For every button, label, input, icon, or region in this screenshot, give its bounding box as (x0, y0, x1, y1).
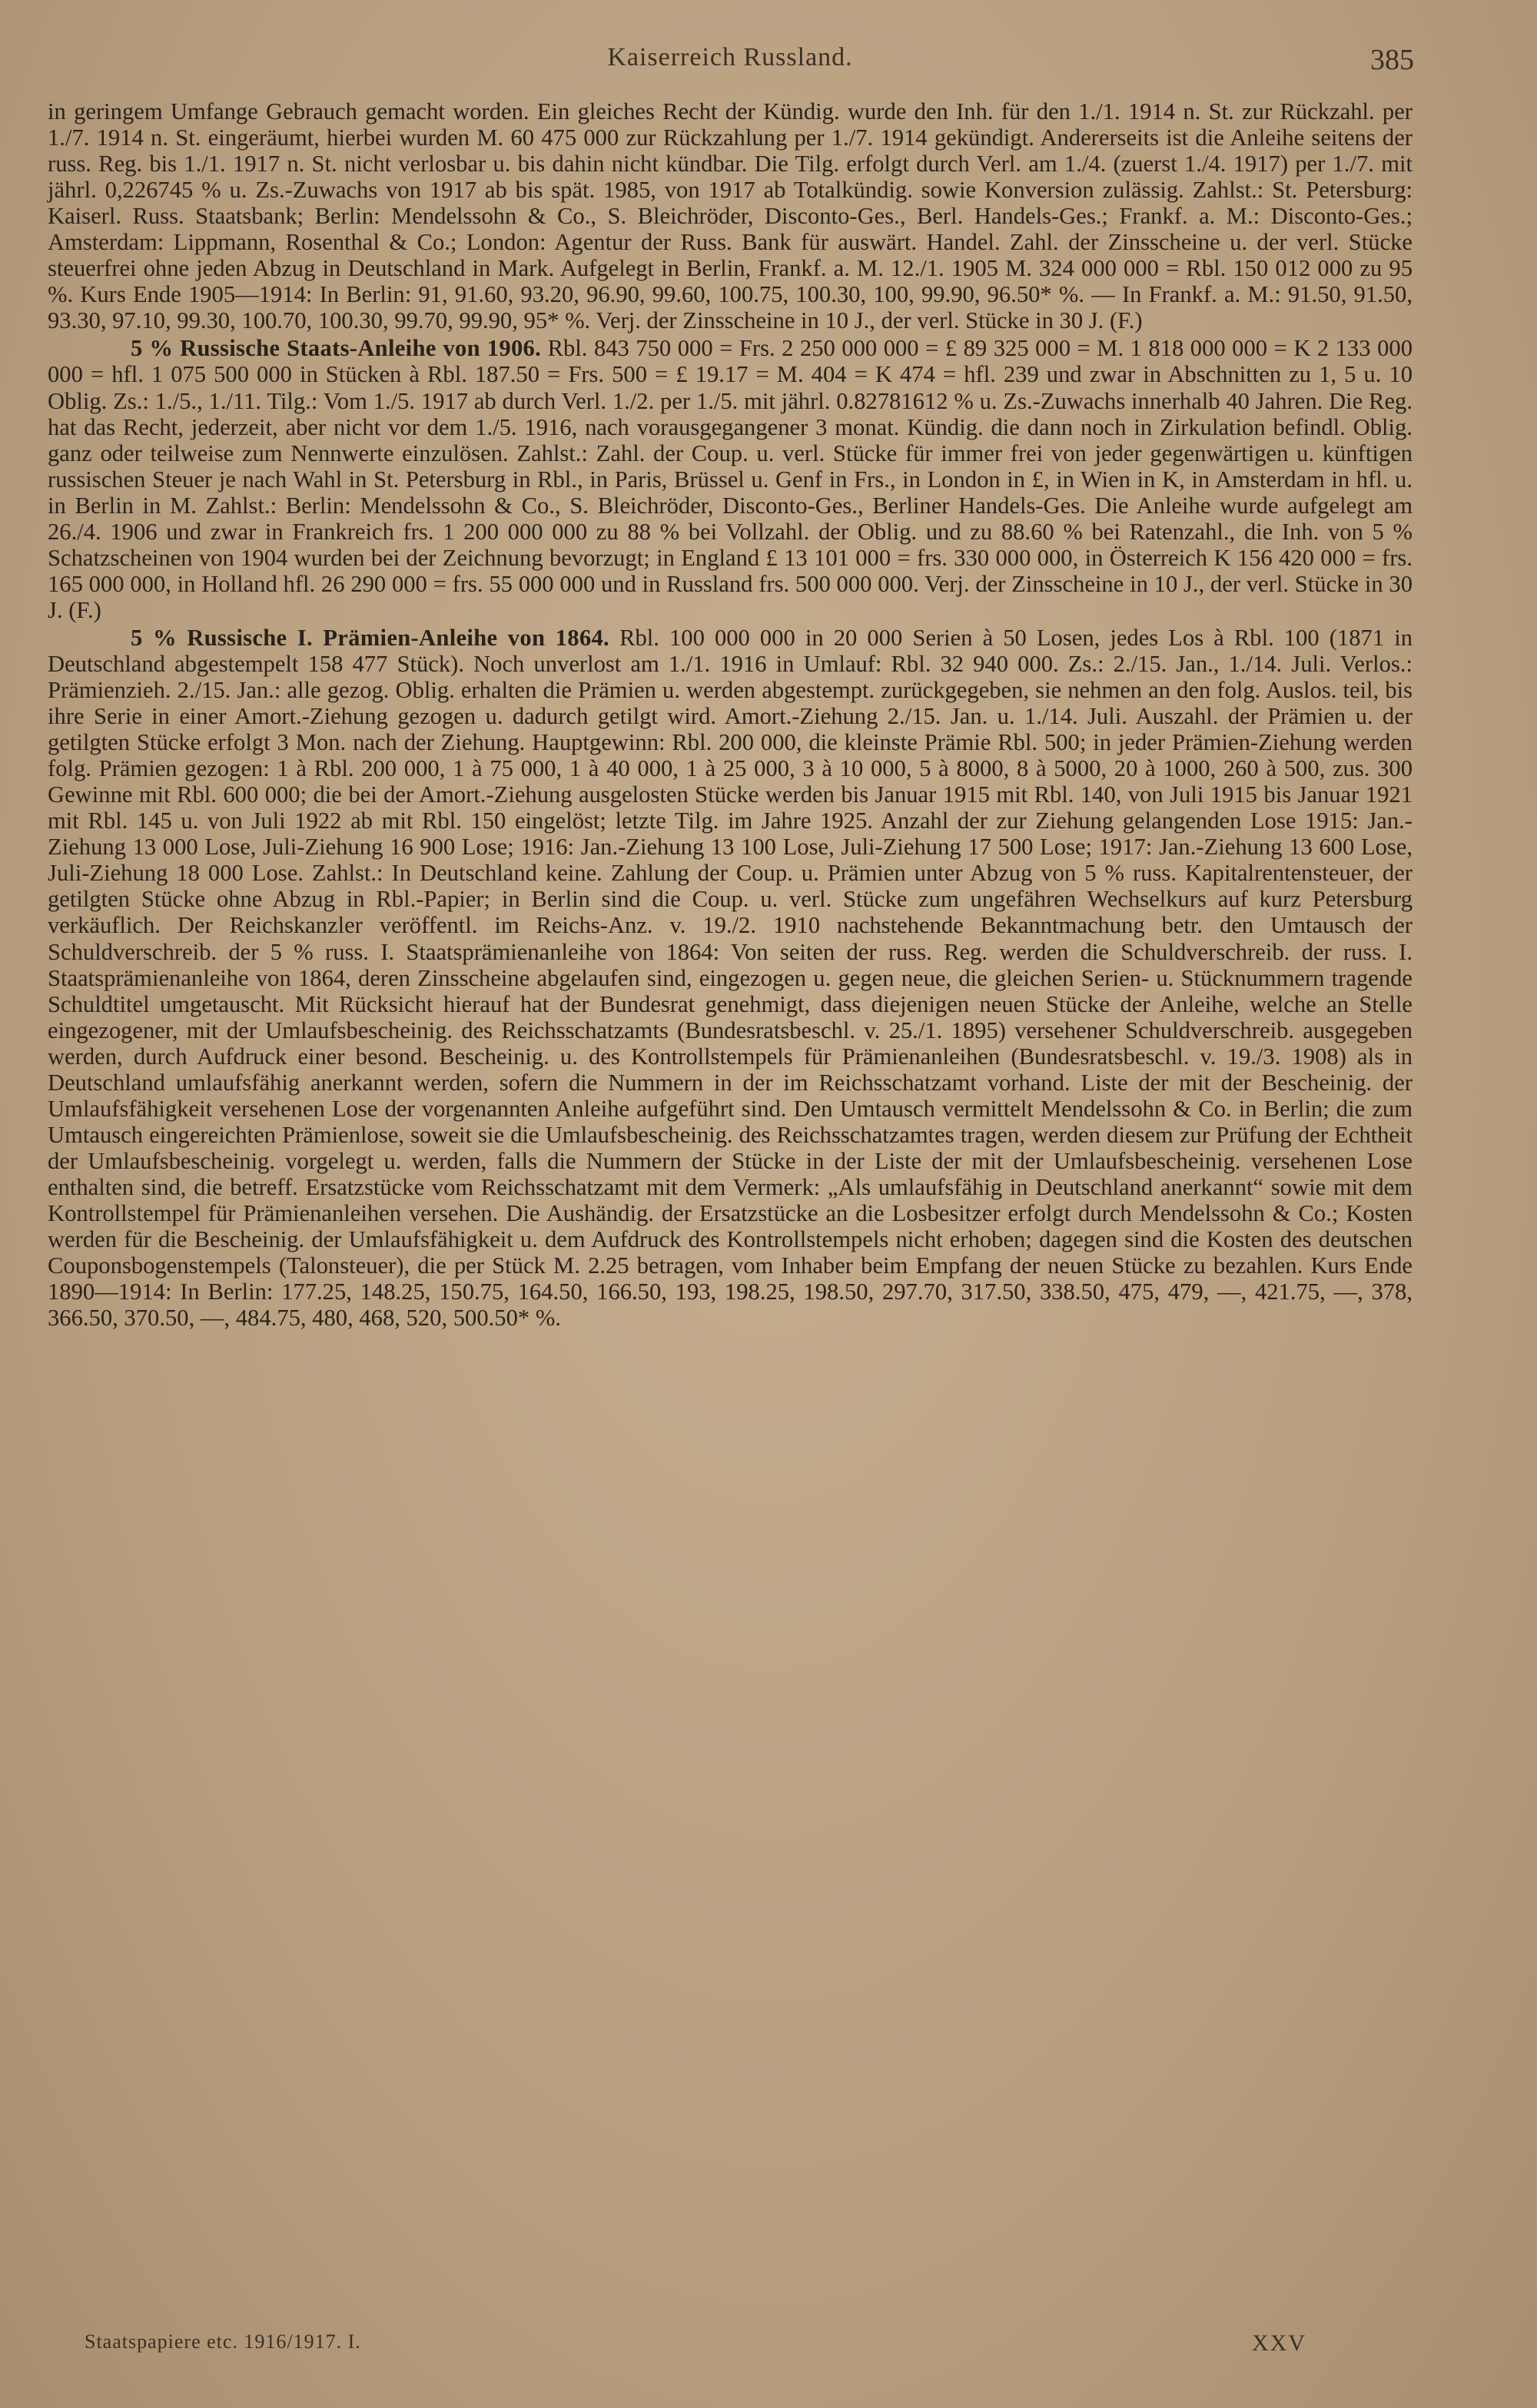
page-number: 385 (1370, 44, 1414, 76)
paragraph-praemien-anleihe-1864 (48, 625, 1413, 1331)
section-heading: 5 % Russische Staats-Anleihe von 1906. (131, 335, 542, 362)
section-text: Rbl. 100 000 000 in 20 000 Serien à 50 Losen, jedes Los à Rbl. 100 (1871 in Deutschland abgestempelt 158 477 Stück). Noch unverlost am 1./1. 1916 in Umlauf: Rbl. 32 940 000. Zs.: 2./15. Jan., 1./14. Juli. Verlos.: Prämienzieh. 2./15. Jan.: alle gezog. Oblig. erhalten die Prämien u. werden abgestempt. zurückgegeben, sie nehmen an den folg. Auslos. teil, bis ihre Serie in einer Amort.-Ziehung gezogen u. dadurch getilgt wird. Amort.-Ziehung 2./15. Jan. u. 1./14. Juli. Auszahl. der Prämien u. der getilgten Stücke erfolgt 3 Mon. nach der Ziehung. Hauptgewinn: Rbl. 200 000, die kleinste Prämie Rbl. 500; in jeder Prämien-Ziehung werden folg. Prämien gezogen: 1 à Rbl. 200 000, 1 à 75 000, 1 à 40 000, 1 à 25 000, 3 à 10 000, 5 à 8000, 8 à 5000, 20 à 1000, 260 à 500, zus. 300 Gewinne mit Rbl. 600 000; die bei der Amort.-Ziehung ausgelosten Stücke werden bis Januar 1915 mit Rbl. 140, von Juli 1915 bis Januar 1921 mit Rbl. 145 u. von Juli 1922 ab mit Rbl. 150 eingelöst; letzte Tilg. im Jahre 1925. Anzahl der zur Ziehung gelangenden Lose 1915: Jan.-Ziehung 13 000 Lose, Juli-Ziehung 16 900 Lose; 1916: Jan.-Ziehung 13 100 Lose, Juli-Ziehung 17 500 Lose; 1917: Jan.-Ziehung 13 600 Lose, Juli-Ziehung 18 000 Lose. Zahlst.: In Deutschland keine. Zahlung der Coup. u. Prämien unter Abzug von 5 % russ. Kapitalrentensteuer, der getilgten Stücke ohne Abzug in Rbl.-Papier; in Berlin sind die Coup. u. verl. Stücke zum ungefähren Wechselkurs auf kurz Petersburg verkäuflich. Der Reichskanzler veröffentl. im Reichs-Anz. v. 19./2. 1910 nachstehende Bekanntmachung betr. den Umtausch der Schuldverschreib. der 5 % russ. I. Staatsprämienanleihe von 1864: Von seiten der russ. Reg. werden die Schuldverschreib. der russ. I. Staatsprämienanleihe von 1864, deren Zinsscheine abgelaufen sind, eingezogen u. gegen neue, die gleichen Serien- u. Stücknummern tragende Schuldtitel umgetauscht. Mit Rücksicht hierauf hat der Bundesrat genehmigt, dass diejenigen neuen Stücke der Anleihe, welche an Stelle eingezogener, mit der Umlaufsbescheinig. des Reichsschatzamts (Bundesratsbeschl. v. 25./1. 1895) versehener Schuldverschreib. ausgegeben werden, durch Aufdruck einer besond. Bescheinig. u. des Kontrollstempels für Prämienanleihen (Bundesratsbeschl. v. 19./3. 1908) als in Deutschland umlaufsfähig anerkannt werden, sofern die Nummern in der im Reichsschatzamt vorhand. Liste der mit der Bescheinig. der Umlaufsfähigkeit versehenen Lose der vorgenannten Anleihe aufgeführt sind. Den Umtausch vermittelt Mendelssohn & Co. in Berlin; die zum Umtausch eingereichten Prämienlose, soweit sie die Umlaufsbescheinig. des Reichsschatzamtes tragen, werden diesem zur Prüfung der Echtheit der Umlaufsbescheinig. vorgelegt u. werden, falls die Nummern der Stücke in der Liste der mit der Umlaufsbescheinig. versehenen Lose enthalten sind, die betreff. Ersatzstücke vom Reichsschatzamt mit dem Vermerk: „Als umlaufsfähig in Deutschland anerkannt“ sowie mit dem Kontrollstempel für Prämienanleihen versehen. Die Aushändig. der Ersatzstücke an die Losbesitzer erfolgt durch Mendelssohn & Co.; Kosten werden für die Bescheinig. der Umlaufsfähigkeit u. dem Aufdruck des Kontrollstempels nicht erhoben; dagegen sind die Kosten des deutschen Couponsbogenstempels (Talonsteuer), die per Stück M. 2.25 betragen, vom Inhaber beim Empfang der neuen Stücke zu bezahlen. Kurs Ende 1890—1914: In Berlin: 177.25, 148.25, 150.75, 164.50, 166.50, 193, 198.25, 198.50, 297.70, 317.50, 338.50, 475, 479, —, 421.75, —, 378, 366.50, 370.50, —, 484.75, 480, 468, 520, 500.50* %. (48, 624, 1413, 1332)
footer-publication: Staatspapiere etc. 1916/1917. I. (85, 2330, 361, 2353)
running-title: Kaiserreich Russland. (607, 43, 853, 71)
page-body (48, 98, 1413, 1331)
footer-signature: XXV (1252, 2330, 1306, 2356)
paragraph-staats-anleihe-1906 (48, 335, 1413, 623)
section-heading: 5 % Russische I. Prämien-Anleihe von 1864. (131, 624, 609, 651)
section-text: Rbl. 843 750 000 = Frs. 2 250 000 000 = £ 89 325 000 = M. 1 818 000 000 = K 2 133 000 000 = hfl. 1 075 500 000 in Stücken à Rbl. 187.50 = Frs. 500 = £ 19.17 = M. 404 = K 474 = hfl. 239 und zwar in Abschnitten zu 1, 5 u. 10 Oblig. Zs.: 1./5., 1./11. Tilg.: Vom 1./5. 1917 ab durch Verl. 1./2. per 1./5. mit jährl. 0.82781612 % u. Zs.-Zuwachs innerhalb 40 Jahren. Die Reg. hat das Recht, jederzeit, aber nicht vor dem 1./5. 1916, nach vorausgegangener 3 monat. Kündig. die dann noch in Zirkulation befindl. Oblig. ganz oder teilweise zum Nennwerte einzulösen. Zahlst.: Zahl. der Coup. u. verl. Stücke für immer frei von jeder gegenwärtigen u. künftigen russischen Steuer je nach Wahl in St. Petersburg in Rbl., in Paris, Brüssel u. Genf in Frs., in London in £, in Wien in K, in Amsterdam in hfl. u. in Berlin in M. Zahlst.: Berlin: Mendelssohn & Co., S. Bleichröder, Disconto-Ges., Berliner Handels-Ges. Die Anleihe wurde aufgelegt am 26./4. 1906 und zwar in Frankreich frs. 1 200 000 000 zu 88 % bei Vollzahl. der Oblig. und zu 88.60 % bei Ratenzahl., die Inh. von 5 % Schatzscheinen von 1904 wurden bei der Zeichnung bevorzugt; in England £ 13 101 000 = frs. 330 000 000, in Österreich K 156 420 000 = frs. 165 000 000, in Holland hfl. 26 290 000 = frs. 55 000 000 und in Russland frs. 500 000 000. Verj. der Zinsscheine in 10 J., der verl. Stücke in 30 J. (F.) (48, 335, 1413, 623)
page-footer (85, 2330, 1306, 2361)
paragraph-continuation: in geringem Umfange Gebrauch gemacht worden. Ein gleiches Recht der Kündig. wurde den Inh. für den 1./1. 1914 n. St. zur Rückzahl. per 1./7. 1914 n. St. eingeräumt, hierbei wurden M. 60 475 000 zur Rückzahlung per 1./7. 1914 gekündigt. Andererseits ist die Anleihe seitens der russ. Reg. bis 1./1. 1917 n. St. nicht verlosbar u. bis dahin nicht kündbar. Die Tilg. erfolgt durch Verl. am 1./4. (zuerst 1./4. 1917) per 1./7. mit jährl. 0,226745 % u. Zs.-Zuwachs von 1917 ab bis spät. 1985, von 1917 ab Totalkündig. sowie Konversion zulässig. Zahlst.: St. Petersburg: Kaiserl. Russ. Staatsbank; Berlin: Mendelssohn & Co., S. Bleichröder, Disconto-Ges., Berl. Handels-Ges.; Frankf. a. M.: Disconto-Ges.; Amsterdam: Lippmann, Rosenthal & Co.; London: Agentur der Russ. Bank für auswärt. Handel. Zahl. der Zinsscheine u. der verl. Stücke steuerfrei ohne jeden Abzug in Deutschland in Mark. Aufgelegt in Berlin, Frankf. a. M. 12./1. 1905 M. 324 000 000 = Rbl. 150 012 000 zu 95 %. Kurs Ende 1905—1914: In Berlin: 91, 91.60, 93.20, 96.90, 99.60, 100.75, 100.30, 100, 99.90, 96.50* %. — In Frankf. a. M.: 91.50, 91.50, 93.30, 97.10, 99.30, 100.70, 100.30, 99.70, 99.90, 95* %. Verj. der Zinsscheine in 10 J., der verl. Stücke in 30 J. (F.) (48, 98, 1413, 334)
page-header (46, 43, 1414, 81)
